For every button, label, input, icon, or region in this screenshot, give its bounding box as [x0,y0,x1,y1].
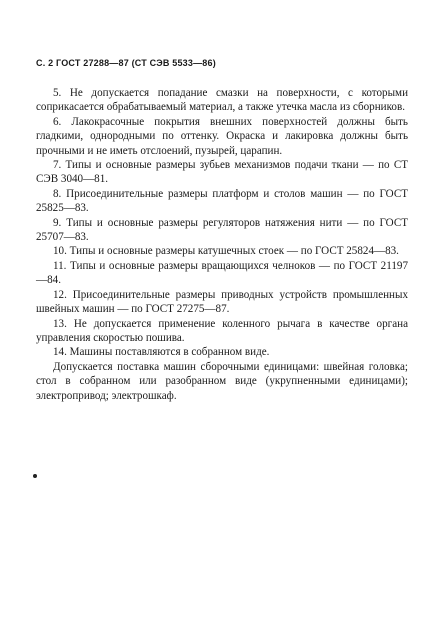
running-header: С. 2 ГОСТ 27288—87 (СТ СЭВ 5533—86) [36,58,216,68]
paragraph-11: 11. Типы и основные размеры вращающихся челноков — по ГОСТ 21197—84. [36,259,408,287]
paragraph-9: 9. Типы и основные размеры регуляторов натяжения нити — по ГОСТ 25707—83. [36,216,408,244]
paragraph-delivery-note: Допускается поставка машин сборочными единицами: швейная головка; стол в собранном или разобранном виде (укрупненными единицами); электропривод; электрошкаф. [36,360,408,402]
paragraph-14: 14. Машины поставляются в собранном виде. [53,346,270,359]
paragraph-6: 6. Лакокрасочные покрытия внешних поверхностей должны быть гладкими, однородными по оттенку. Окраска и лакировка должны быть прочными и не иметь отслоений, пузырей, царапин. [36,115,408,157]
paragraph-10: 10. Типы и основные размеры катушечных стоек — по ГОСТ 25824—83. [53,245,399,258]
paragraph-7: 7. Типы и основные размеры зубьев механизмов подачи ткани — по СТ СЭВ 3040—81. [36,159,408,186]
document-body [36,86,408,403]
paragraph-12: 12. Присоединительные размеры приводных устройств промышленных швейных машин — по ГОСТ 27275—87. [36,288,408,316]
paragraph-8: 8. Присоединительные размеры платформ и столов машин — по ГОСТ 25825—83. [36,187,408,215]
paragraph-5: 5. Не допускается попадание смазки на поверхности, с которыми соприкасается обрабатываемый материал, а также утечка масла из сборников. [36,87,408,114]
margin-mark [33,474,37,478]
paragraph-13: 13. Не допускается применение коленного рычага в качестве органа управления скоростью пошива. [36,317,408,344]
